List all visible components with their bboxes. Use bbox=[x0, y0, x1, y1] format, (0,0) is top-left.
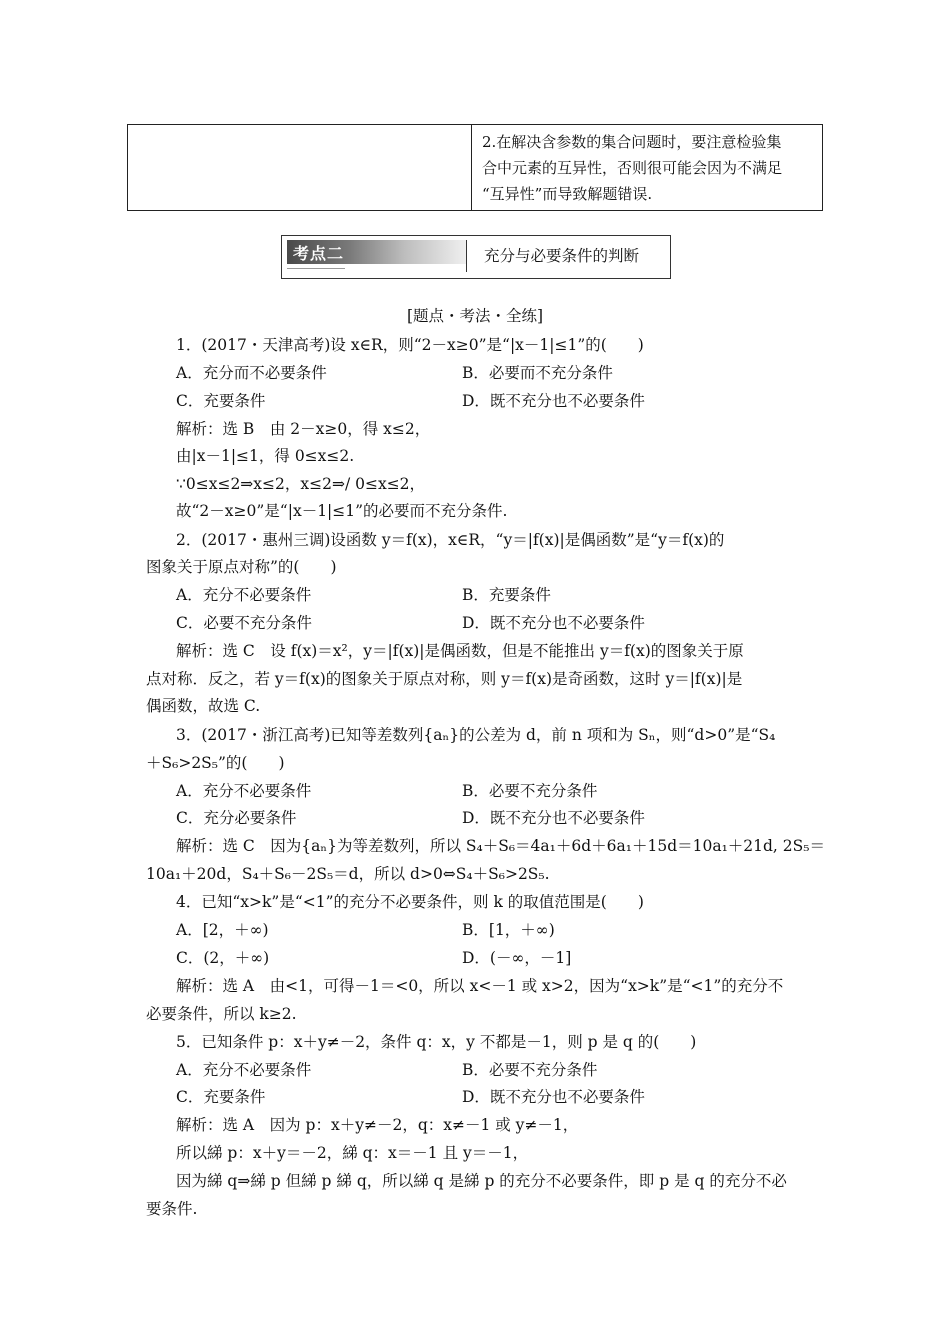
text-line: 偶函数，故选 C. bbox=[146, 697, 261, 715]
section-tag-label: 考点二 bbox=[293, 244, 345, 263]
note-line: “互异性”而导致解题错误. bbox=[482, 185, 653, 203]
text-line: 解析：选 A 由<1，可得－1＝<0，所以 x<－1 或 x>2，因为“x>k”是“<1”的充分不 bbox=[176, 977, 784, 995]
section-tag bbox=[287, 240, 467, 264]
answer-option: D．既不充分也不必要条件 bbox=[462, 809, 645, 827]
text-line: 解析：选 A 因为 p：x＋y≠－2，q：x≠－1 或 y≠－1， bbox=[176, 1116, 579, 1134]
answer-option: C．充分必要条件 bbox=[176, 809, 297, 827]
text-line: 所以綈 p：x＋y＝－2，綈 q：x＝－1 且 y＝－1， bbox=[176, 1144, 529, 1162]
text-line: 1．(2017・天津高考)设 x∈R，则“2－x≥0”是“|x－1|≤1”的( ) bbox=[176, 336, 644, 354]
text-line: 4．已知“x>k”是“<1”的充分不必要条件，则 k 的取值范围是( ) bbox=[176, 893, 644, 911]
section-header bbox=[281, 235, 671, 279]
text-line: 3．(2017・浙江高考)已知等差数列{aₙ}的公差为 d，前 n 项和为 Sₙ，则“d>0”是“S₄ bbox=[176, 726, 776, 744]
answer-option: C．(2，＋∞) bbox=[176, 949, 270, 967]
note-line: 2.在解决含参数的集合问题时，要注意检验集 bbox=[482, 133, 782, 151]
text-line: ∵0≤x≤2⇒x≤2，x≤2⇒/ 0≤x≤2， bbox=[176, 475, 426, 493]
answer-option: D．既不充分也不必要条件 bbox=[462, 614, 645, 632]
answer-option: C．必要不充分条件 bbox=[176, 614, 312, 632]
answer-option: C．充要条件 bbox=[176, 392, 266, 410]
text-line: 解析：选 C 因为{aₙ}为等差数列，所以 S₄＋S₆＝4a₁＋6d＋6a₁＋15d＝10a₁＋21d, 2S₅＝ bbox=[176, 837, 825, 855]
answer-option: A．充分不必要条件 bbox=[176, 1061, 312, 1079]
subhead: [题点・考法・全练] bbox=[406, 307, 544, 325]
answer-option: B．必要不充分条件 bbox=[462, 782, 598, 800]
text-line: 解析：选 B 由 2－x≥0，得 x≤2， bbox=[176, 420, 431, 438]
answer-option: A．充分不必要条件 bbox=[176, 586, 312, 604]
text-line: 因为綈 q⇒綈 p 但綈 p 綈 q，所以綈 q 是綈 p 的充分不必要条件，即 p 是 q 的充分不必 bbox=[176, 1172, 787, 1190]
answer-option: D．既不充分也不必要条件 bbox=[462, 392, 645, 410]
section-divider bbox=[466, 240, 467, 272]
text-line: 点对称．反之，若 y＝f(x)的图象关于原点对称，则 y＝f(x)是奇函数，这时 y＝|f(x)|是 bbox=[146, 670, 743, 688]
text-line: 10a₁＋20d，S₄＋S₆－2S₅＝d，所以 d>0⇔S₄＋S₆>2S₅. bbox=[146, 865, 550, 883]
section-title: 充分与必要条件的判断 bbox=[484, 247, 640, 265]
table-cell-note bbox=[472, 125, 822, 210]
answer-option: B．必要而不充分条件 bbox=[462, 364, 613, 382]
answer-option: A．[2，＋∞) bbox=[176, 921, 269, 939]
answer-option: B．[1，＋∞) bbox=[462, 921, 555, 939]
answer-option: B．必要不充分条件 bbox=[462, 1061, 598, 1079]
answer-option: D．既不充分也不必要条件 bbox=[462, 1088, 645, 1106]
note-line: 合中元素的互异性，否则很可能会因为不满足 bbox=[482, 159, 783, 177]
answer-option: A．充分不必要条件 bbox=[176, 782, 312, 800]
text-line: 必要条件，所以 k≥2. bbox=[146, 1005, 297, 1023]
text-line: 解析：选 C 设 f(x)＝x²，y＝|f(x)|是偶函数，但是不能推出 y＝f(x)的图象关于原 bbox=[176, 642, 744, 660]
text-line: 5．已知条件 p：x＋y≠－2，条件 q：x，y 不都是－1，则 p 是 q 的( ) bbox=[176, 1033, 697, 1051]
answer-option: B．充要条件 bbox=[462, 586, 551, 604]
text-line: 图象关于原点对称”的( ) bbox=[146, 558, 337, 576]
text-line: 要条件. bbox=[146, 1200, 198, 1218]
text-line: 故“2－x≥0”是“|x－1|≤1”的必要而不充分条件. bbox=[176, 502, 508, 520]
text-line: ＋S₆>2S₅”的( ) bbox=[146, 754, 285, 772]
carryover-table bbox=[127, 124, 823, 211]
answer-option: D．(－∞，－1] bbox=[462, 949, 572, 967]
answer-option: A．充分而不必要条件 bbox=[176, 364, 327, 382]
table-cell-empty bbox=[128, 125, 472, 210]
answer-option: C．充要条件 bbox=[176, 1088, 266, 1106]
text-line: 由|x－1|≤1，得 0≤x≤2. bbox=[176, 447, 355, 465]
text-line: 2．(2017・惠州三调)设函数 y＝f(x)，x∈R，“y＝|f(x)|是偶函数”是“y＝f(x)的 bbox=[176, 531, 725, 549]
tag-underline bbox=[287, 264, 345, 269]
